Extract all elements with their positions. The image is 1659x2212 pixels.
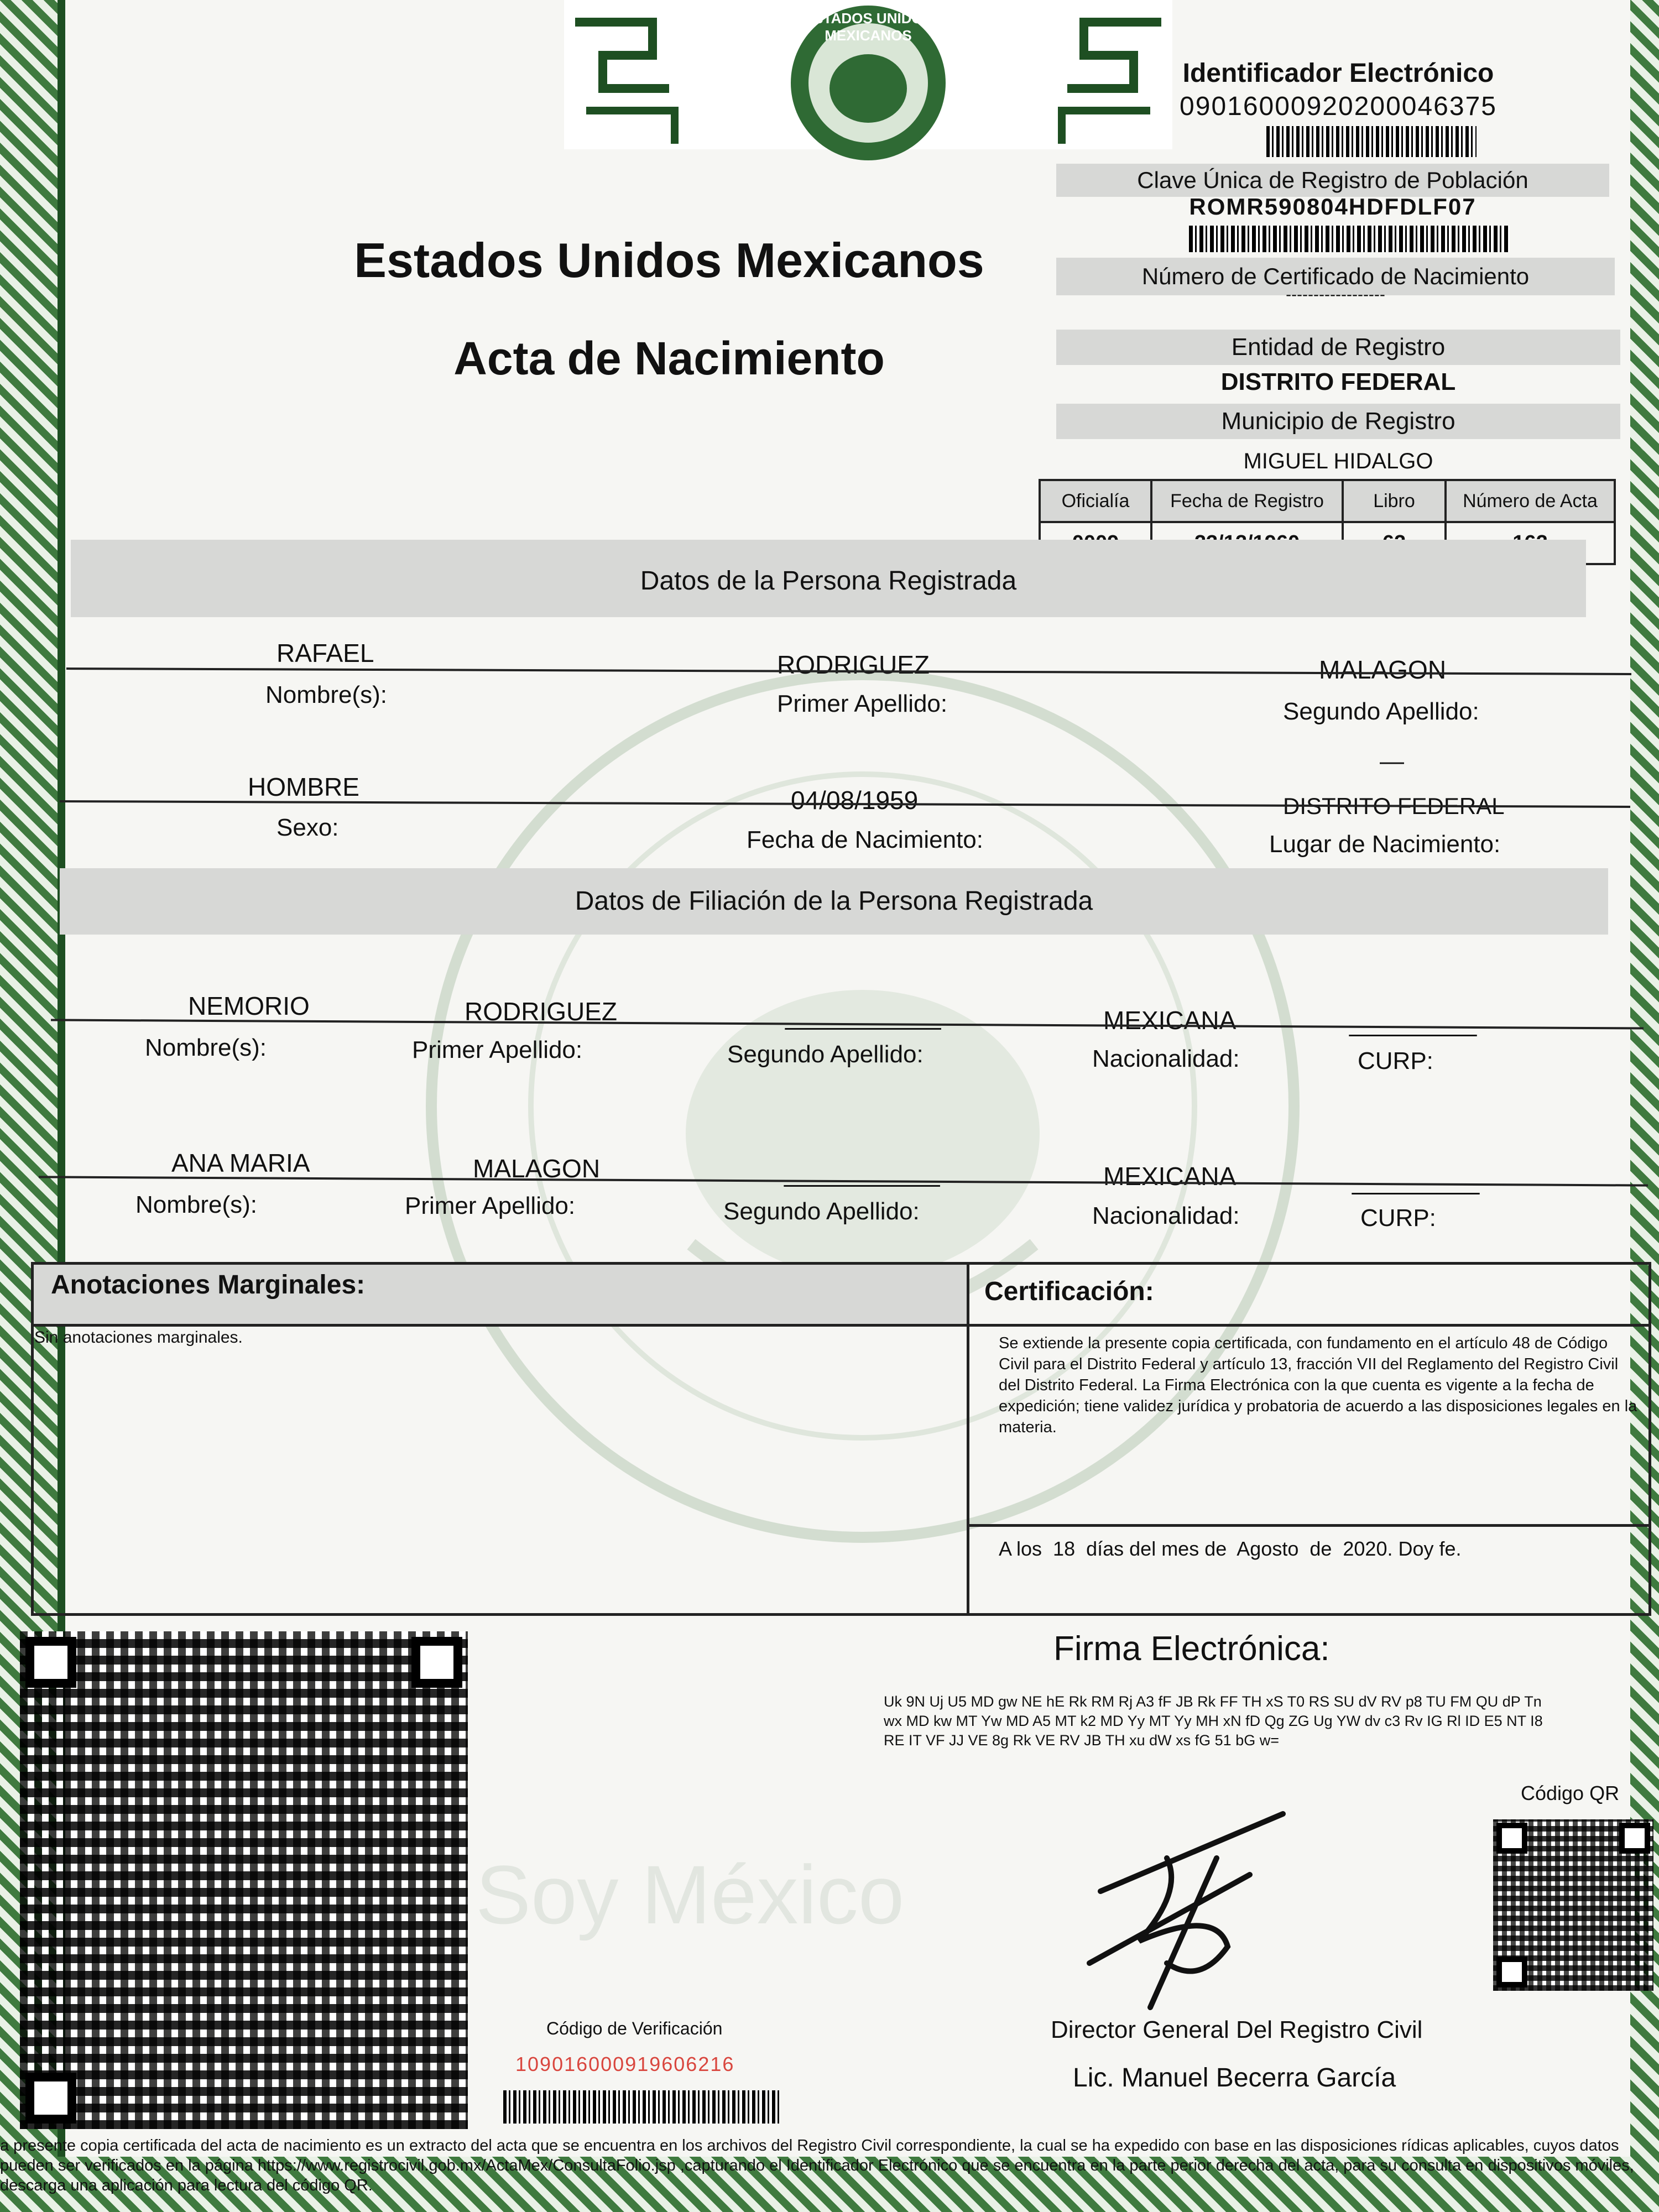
certificacion-title: Certificación: (984, 1277, 1154, 1306)
filiacion-section-title: Datos de Filiación de la Persona Registrada (60, 868, 1608, 935)
anotaciones-text: Sin anotaciones marginales. (34, 1328, 243, 1347)
soy-mexico-watermark: Soy México (476, 1848, 905, 1941)
madre-primer-apellido-label: Primer Apellido: (405, 1192, 576, 1219)
municipio-label: Municipio de Registro (1056, 404, 1620, 439)
padre-curp-label: CURP: (1358, 1047, 1433, 1074)
firma-cargo: Director General Del Registro Civil (1051, 2016, 1423, 2043)
persona-nombre-label: Nombre(s): (265, 681, 388, 708)
identificador-barcode (1266, 126, 1477, 157)
registro-header-fecha: Fecha de Registro (1151, 480, 1343, 522)
registro-header-oficialia: Oficialía (1040, 480, 1151, 522)
persona-lugar-nacimiento: DISTRITO FEDERAL (1283, 793, 1505, 819)
persona-fecha-nacimiento: 04/08/1959 (791, 786, 919, 815)
madre-nombre-label: Nombre(s): (135, 1191, 258, 1218)
entidad-value: DISTRITO FEDERAL (1220, 368, 1456, 395)
madre-nacionalidad: MEXICANA (1103, 1162, 1237, 1191)
persona-primer-apellido-label: Primer Apellido: (777, 690, 948, 717)
anotaciones-title: Anotaciones Marginales: (51, 1270, 366, 1300)
persona-section-title: Datos de la Persona Registrada (71, 540, 1586, 617)
madre-curp-label: CURP: (1360, 1204, 1436, 1232)
emblem-text: ESTADOS UNIDOS MEXICANOS (804, 10, 933, 44)
madre-curp: _________ (1352, 1166, 1480, 1195)
qr-label: Código QR (1521, 1782, 1620, 1804)
curp-value: ROMR590804HDFDLF07 (1189, 194, 1477, 220)
persona-lugar-nacimiento-label: Lugar de Nacimiento: (1269, 831, 1501, 858)
madre-segundo-apellido: ___________ (784, 1159, 940, 1187)
identificador-label: Identificador Electrónico (1182, 59, 1494, 88)
identificador-value: 09016000920200046375 (1180, 92, 1497, 121)
country-title: Estados Unidos Mexicanos (354, 233, 984, 288)
padre-primer-apellido: RODRIGUEZ (465, 997, 617, 1026)
madre-primer-apellido: MALAGON (473, 1154, 601, 1183)
padre-nacionalidad-label: Nacionalidad: (1092, 1045, 1240, 1072)
certificacion-text: Se extiende la presente copia certificada, con fundamento en el artículo 48 de Código Civil para el Distrito Federal y artículo 13, fracción VII del Reglamento del Registro Civil del Distrito Federal. La Firma Electrónica con la que cuenta es vigente a la fecha de expedición; tiene validez jurídica y probatoria de acuerdo a las disposiciones legales en la materia. (999, 1334, 1637, 1436)
persona-fecha-nacimiento-label: Fecha de Nacimiento: (747, 826, 983, 853)
box-header-line (31, 1324, 1648, 1327)
verificacion-barcode (503, 2090, 780, 2124)
firma-title: Firma Electrónica: (1053, 1630, 1330, 1668)
firma-nombre: Lic. Manuel Becerra García (1073, 2063, 1396, 2093)
certificado-label: Número de Certificado de Nacimiento (1056, 258, 1615, 295)
verification-qr-code (20, 1631, 468, 2129)
persona-sexo-label: Sexo: (276, 814, 339, 841)
persona-nombre: RAFAEL (276, 639, 374, 667)
curp-barcode (1189, 226, 1510, 252)
entidad-label: Entidad de Registro (1056, 330, 1620, 365)
firma-qr-code (1493, 1819, 1653, 1991)
registro-header-libro: Libro (1343, 480, 1446, 522)
verificacion-value: 109016000919606216 (515, 2053, 735, 2075)
persona-segundo-apellido: MALAGON (1319, 655, 1447, 684)
padre-curp: _________ (1349, 1008, 1477, 1037)
document-title: Acta de Nacimiento (453, 332, 885, 384)
padre-segundo-apellido: ___________ (785, 1001, 941, 1030)
padre-primer-apellido-label: Primer Apellido: (412, 1036, 583, 1063)
padre-nombre: NEMORIO (188, 992, 310, 1020)
madre-nombre: ANA MARIA (171, 1149, 310, 1177)
madre-segundo-apellido-label: Segundo Apellido: (723, 1198, 920, 1225)
padre-segundo-apellido-label: Segundo Apellido: (727, 1041, 924, 1068)
persona-sexo: HOMBRE (248, 773, 359, 801)
footer-text: a presente copia certificada del acta de nacimiento es un extracto del acta que se encuentra en los archivos del Registro Civil correspondiente, la cual se ha expedido con base en las disposiciones rídicas aplicables, cuyos datos pueden ser verificados en la página https://www.registrocivil.gob.mx/ActaMex/ConsultaFolio.jsp ,capturando el Identificador Electrónico que se encuentra en la parte perior derecha del acta, para su consulta en dispositivos móviles, descarga una aplicación para lectura del código QR. (0, 2137, 1634, 2194)
municipio-value: MIGUEL HIDALGO (1243, 449, 1433, 473)
verificacion-label: Código de Verificación (546, 2018, 723, 2038)
lugar-extra: — (1380, 748, 1404, 775)
persona-primer-apellido: RODRIGUEZ (777, 650, 930, 679)
handwritten-signature (1084, 1808, 1316, 2013)
persona-segundo-apellido-label: Segundo Apellido: (1283, 698, 1479, 725)
registro-header-acta: Número de Acta (1446, 480, 1615, 522)
box-divider (967, 1262, 969, 1616)
firma-hash: Uk 9N Uj U5 MD gw NE hE Rk RM Rj A3 fF JB Rk FF TH xS T0 RS SU dV RV p8 TU FM QU dP Tn wx MD kw MT Yw MD A5 MT k2 MD Yy MT Yy MH xN fD Qg ZG Ug YW dv c3 Rv IG Rl ID E5 NT I8 RE IT VF JJ VE 8g Rk VE RV JB TH xu dW xs fG 51 bG w= (884, 1693, 1543, 1749)
padre-nacionalidad: MEXICANA (1103, 1006, 1237, 1035)
certificacion-fecha: A los 18 días del mes de Agosto de 2020. Doy fe. (999, 1537, 1462, 1560)
madre-nacionalidad-label: Nacionalidad: (1092, 1202, 1240, 1229)
certificacion-divider (969, 1524, 1648, 1527)
curp-label: Clave Única de Registro de Población (1056, 164, 1609, 197)
padre-nombre-label: Nombre(s): (145, 1034, 267, 1061)
certificado-value: ------------------ (1286, 285, 1385, 304)
